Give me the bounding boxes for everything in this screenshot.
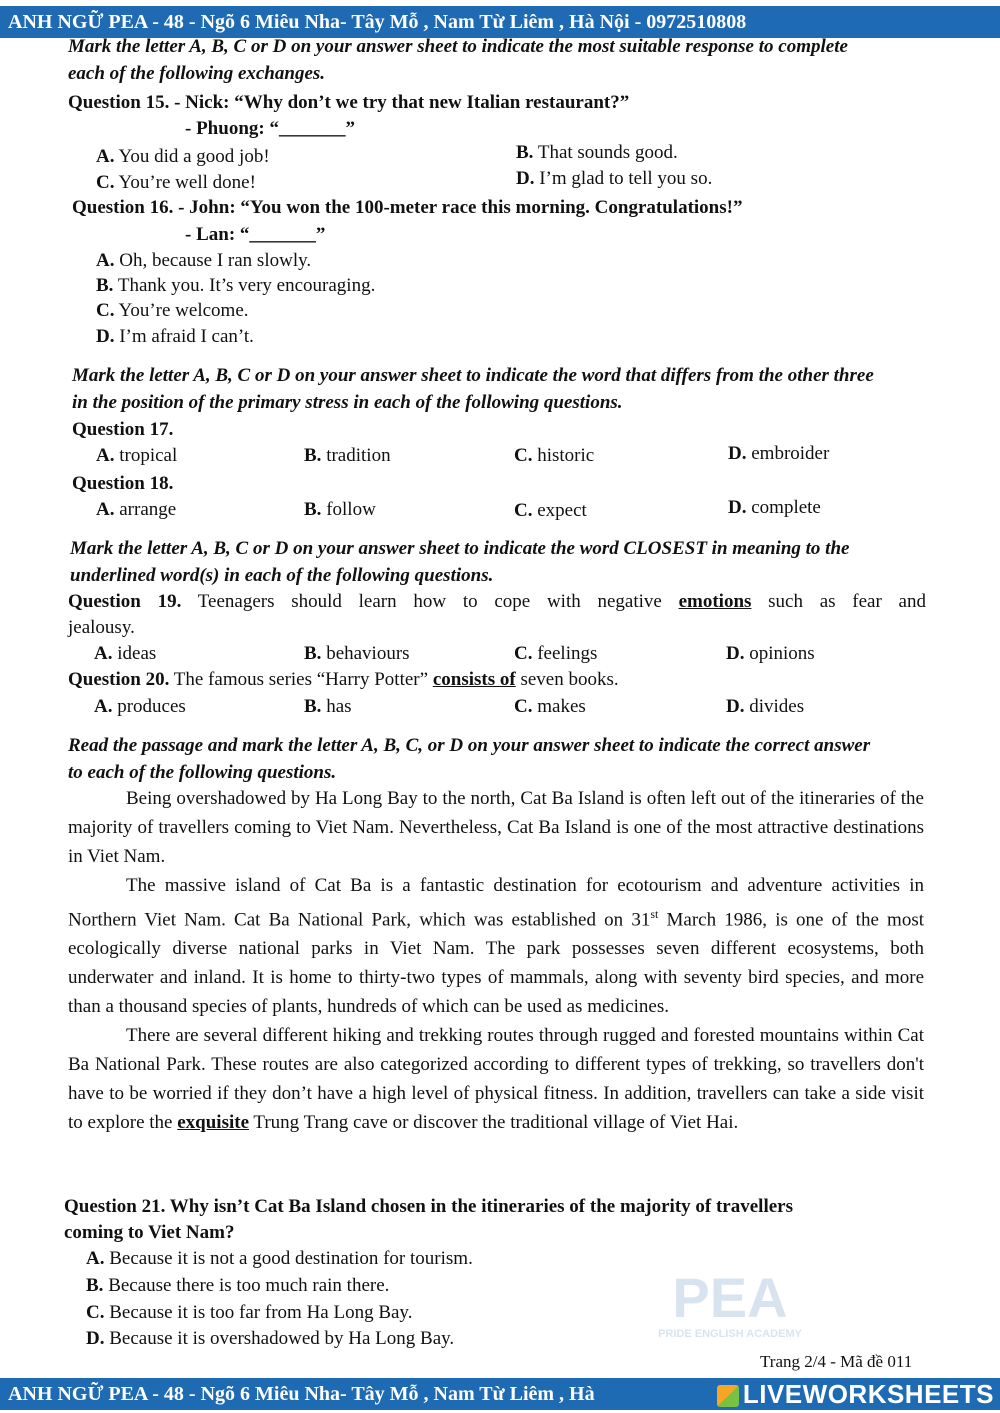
- q15-option-a[interactable]: A. You did a good job!: [96, 146, 270, 167]
- liveworksheets-logo[interactable]: LIVEWORKSHEETS: [711, 1378, 994, 1410]
- question-15-line1: - Nick: “Why don’t we try that new Italian restaurant?”: [169, 92, 630, 113]
- bottom-banner: [0, 1378, 1000, 1410]
- question-21-line2: coming to Viet Nam?: [64, 1222, 235, 1243]
- q15-option-d[interactable]: D. I’m glad to tell you so.: [516, 168, 713, 189]
- question-15: [68, 92, 629, 114]
- q21-option-b[interactable]: B. Because there is too much rain there.: [86, 1275, 390, 1296]
- question-20: Question 20. The famous series “Harry Potter” consists of seven books.: [68, 669, 619, 690]
- question-19-label: Question 19.: [68, 591, 182, 612]
- section3-instruction-line1: Mark the letter A, B, C or D on your answer sheet to indicate the word CLOSEST in meaning to the: [70, 538, 850, 559]
- q18-option-c[interactable]: C. expect: [514, 500, 587, 521]
- question-15-label: Question 15.: [68, 92, 170, 113]
- q15-option-c[interactable]: C. You’re well done!: [96, 172, 256, 193]
- top-banner: [0, 6, 1000, 38]
- section2-instruction-line1: Mark the letter A, B, C or D on your answer sheet to indicate the word that differs from the other three: [72, 365, 874, 386]
- underlined-phrase-consists-of: consists of: [432, 669, 516, 690]
- liveworksheets-badge-icon: [717, 1385, 739, 1407]
- reading-passage: [68, 784, 924, 1137]
- q16-option-c[interactable]: C. You’re welcome.: [96, 300, 249, 321]
- q20-option-d[interactable]: D. divides: [726, 696, 805, 717]
- q19-option-a[interactable]: A. ideas: [94, 643, 157, 664]
- q16-option-d[interactable]: D. I’m afraid I can’t.: [96, 326, 254, 347]
- question-19: Question 19. Teenagers should learn how to cope with negative emotions such as fear and: [68, 591, 926, 612]
- q18-option-a[interactable]: A. arrange: [96, 499, 177, 520]
- q15-option-b[interactable]: B. That sounds good.: [516, 142, 678, 163]
- question-16: [72, 197, 742, 219]
- q17-option-d[interactable]: D. embroider: [728, 443, 830, 464]
- section1-instruction-line2: each of the following exchanges.: [68, 63, 326, 84]
- question-16-line2: - Lan: “_______”: [185, 224, 326, 245]
- passage-paragraph-2: The massive island of Cat Ba is a fantastic destination for ecotourism and adventure activities in Northern Viet Nam. Cat Ba National Park, which was established on 31st March 1986, is one of the most ecologically diverse national parks in Viet Nam. The park possesses seven different ecosystems, both underwater and inland. It is home to thirty-two types of mammals, along with seventy bird species, and more than a thousand species of plants, hundreds of which can be used as medicines.: [68, 875, 924, 1018]
- q21-option-d[interactable]: D. Because it is overshadowed by Ha Long Bay.: [86, 1328, 455, 1349]
- q20-option-c[interactable]: C. makes: [514, 696, 586, 717]
- question-16-line1: - John: “You won the 100-meter race this morning. Congratulations!”: [173, 197, 743, 218]
- q18-option-b[interactable]: B. follow: [304, 499, 376, 520]
- q17-option-b[interactable]: B. tradition: [304, 445, 391, 466]
- passage-paragraph-1: Being overshadowed by Ha Long Bay to the north, Cat Ba Island is often left out of the itineraries of the majority of travellers coming to Viet Nam. Nevertheless, Cat Ba Island is one of the most attractive destinations in Viet Nam.: [68, 788, 924, 867]
- question-18-label: Question 18.: [72, 473, 174, 494]
- section3-instruction-line2: underlined word(s) in each of the following questions.: [70, 565, 494, 586]
- q20-option-b[interactable]: B. has: [304, 696, 352, 717]
- underlined-word-emotions: emotions: [678, 591, 752, 612]
- q19-option-b[interactable]: B. behaviours: [304, 643, 410, 664]
- section1-instruction-line1: Mark the letter A, B, C or D on your answer sheet to indicate the most suitable response to complete: [68, 36, 848, 57]
- question-16-label: Question 16.: [72, 197, 174, 218]
- q21-option-a[interactable]: A. Because it is not a good destination for tourism.: [86, 1248, 473, 1269]
- q19-option-d[interactable]: D. opinions: [726, 643, 815, 664]
- q21-option-c[interactable]: C. Because it is too far from Ha Long Bay.: [86, 1302, 413, 1323]
- passage-paragraph-3: There are several different hiking and trekking routes through rugged and forested mountains within Cat Ba National Park. These routes are also categorized according to different types of trekking, so travellers don't have to be worried if they don’t have a high level of physical fitness. In addition, travellers can take a side visit to explore the exquisite Trung Trang cave or discover the traditional village of Viet Hai.: [68, 1025, 924, 1134]
- q16-option-b[interactable]: B. Thank you. It’s very encouraging.: [96, 275, 376, 296]
- section4-instruction-line1: Read the passage and mark the letter A, B, C, or D on your answer sheet to indicate the correct answer: [68, 735, 871, 756]
- q18-option-d[interactable]: D. complete: [728, 497, 821, 518]
- question-21-line1: Question 21. Why isn’t Cat Ba Island chosen in the itineraries of the majority of travellers: [64, 1196, 793, 1217]
- question-19-line2: jealousy.: [68, 617, 135, 638]
- question-15-line2: - Phuong: “_______”: [185, 118, 355, 139]
- question-17-label: Question 17.: [72, 419, 174, 440]
- bottom-banner-text: ANH NGỮ PEA - 48 - Ngõ 6 Miêu Nha- Tây Mỗ , Nam Từ Liêm , Hà: [8, 1383, 595, 1405]
- q16-option-a[interactable]: A. Oh, because I ran slowly.: [96, 250, 312, 271]
- q19-option-c[interactable]: C. feelings: [514, 643, 598, 664]
- question-20-label: Question 20.: [68, 669, 170, 690]
- q17-option-c[interactable]: C. historic: [514, 445, 595, 466]
- pea-watermark-logo: PEA PRIDE ENGLISH ACADEMY: [658, 1266, 802, 1340]
- q17-option-a[interactable]: A. tropical: [96, 445, 178, 466]
- underlined-word-exquisite: exquisite: [177, 1112, 249, 1134]
- top-banner-text: ANH NGỮ PEA - 48 - Ngõ 6 Miêu Nha- Tây Mỗ , Nam Từ Liêm , Hà Nội - 0972510808: [8, 11, 747, 33]
- section4-instruction-line2: to each of the following questions.: [68, 762, 337, 783]
- section2-instruction-line2: in the position of the primary stress in each of the following questions.: [72, 392, 623, 413]
- page-number: Trang 2/4 - Mã đề 011: [760, 1352, 913, 1371]
- q20-option-a[interactable]: A. produces: [94, 696, 186, 717]
